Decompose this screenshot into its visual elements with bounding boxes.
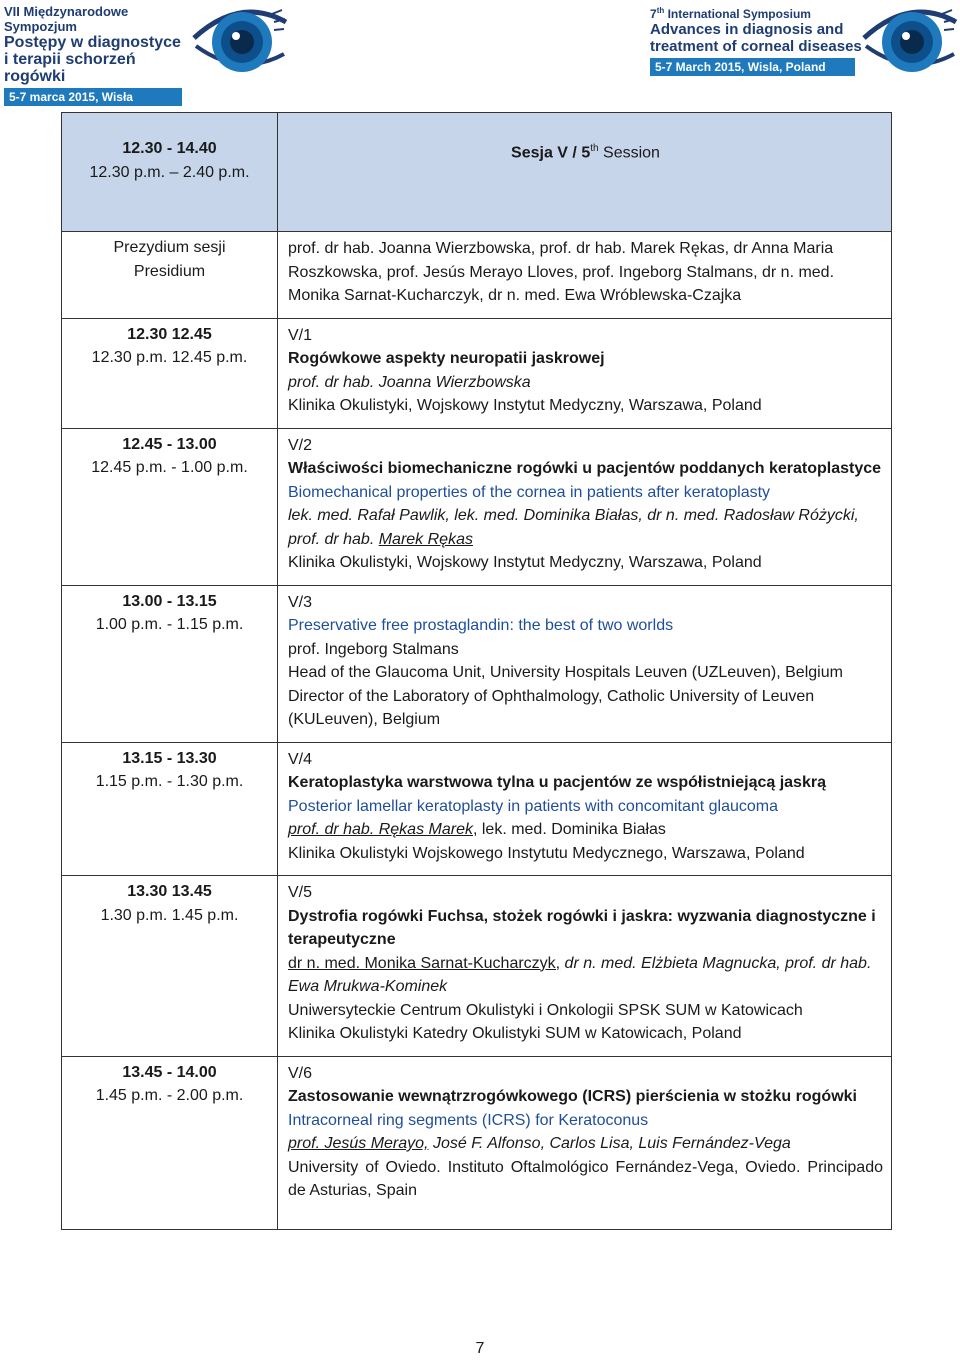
session-header-row	[62, 113, 892, 232]
page-number: 7	[475, 1340, 485, 1357]
talk-code: V/6	[288, 1064, 313, 1082]
presidium-label-pl: Prezydium sesji	[113, 239, 226, 256]
session-time-en: 12.30 p.m. – 2.40 p.m.	[89, 163, 250, 181]
talk-authors: dr n. med. Monika Sarnat-Kucharczyk, dr n. med. Elżbieta Magnucka, prof. dr hab. Ewa Mrukwa-Kominek	[288, 954, 872, 995]
talk-time-pl: 13.30 13.45	[127, 883, 212, 900]
session-time-pl: 12.30 - 14.40	[122, 140, 217, 157]
presidium-label-cell	[62, 232, 278, 319]
talk-code: V/1	[288, 326, 313, 344]
talk-affiliation: Klinika Okulistyki, Wojskowy Instytut Medyczny, Warszawa, Poland	[288, 554, 762, 571]
symposium-logo-pl	[4, 4, 194, 106]
talk-code: V/4	[288, 750, 313, 768]
talk-code: V/2	[288, 436, 313, 454]
session-title-suffix: Session	[603, 144, 660, 162]
talk-time-pl: 13.45 - 14.00	[122, 1063, 217, 1081]
talk-title: Keratoplastyka warstwowa tylna u pacjentów ze współistniejącą jaskrą	[288, 774, 826, 791]
talk-title: Właściwości biomechaniczne rogówki u pacjentów poddanych keratoplastyce	[288, 460, 882, 477]
talk-code: V/5	[288, 884, 313, 901]
presidium-members-cell	[278, 232, 892, 319]
page-header	[0, 0, 960, 104]
symposium-logo-en	[650, 4, 865, 76]
talk-title: Zastosowanie wewnątrzrogówkowego (ICRS) pierścienia w stożku rogówki	[288, 1088, 857, 1105]
logo-en-line1: 7th International Symposium	[650, 6, 811, 21]
logo-en-line2: Advances in diagnosis and	[650, 21, 844, 38]
talk-affiliation: Klinika Okulistyki Wojskowego Instytutu Medycznego, Warszawa, Poland	[288, 844, 805, 862]
talk-content-cell	[278, 318, 892, 428]
talk-authors: prof. Ingeborg Stalmans	[288, 640, 459, 658]
talk-row	[62, 876, 892, 1057]
talk-time-en: 1.45 p.m. - 2.00 p.m.	[95, 1087, 244, 1104]
talk-authors: prof. dr hab. Joanna Wierzbowska	[288, 373, 531, 391]
talk-time-en: 12.45 p.m. - 1.00 p.m.	[91, 459, 248, 476]
logo-en-line3: treatment of corneal diseases	[650, 38, 862, 55]
presidium-label-en: Presidium	[133, 262, 206, 280]
talk-affiliation: Uniwersyteckie Centrum Okulistyki i Onkologii SPSK SUM w Katowicach	[288, 1001, 803, 1019]
presenting-author: prof. dr hab. Rękas Marek	[288, 821, 473, 838]
talk-time-en: 12.30 p.m. 12.45 p.m.	[91, 349, 248, 366]
talk-time-cell	[62, 742, 278, 876]
talk-title-en: Preservative free prostaglandin: the best of two worlds	[288, 617, 674, 634]
eye-logo-icon	[190, 2, 290, 82]
talk-content-cell	[278, 428, 892, 585]
talk-affiliation: University of Oviedo. Instituto Oftalmológico Fernández-Vega, Oviedo. Principado de Asturias, Spain	[288, 1158, 883, 1199]
talk-content-cell	[278, 585, 892, 742]
talk-time-pl: 13.15 - 13.30	[122, 749, 217, 767]
presenting-author: dr n. med. Monika Sarnat-Kucharczyk,	[288, 954, 561, 972]
presidium-row	[62, 232, 892, 319]
logo-en-date-band: 5-7 March 2015, Wisla, Poland	[650, 58, 855, 76]
presenting-author: Marek Rękas	[378, 530, 473, 548]
talk-row	[62, 1056, 892, 1229]
talk-authors: lek. med. Rafał Pawlik, lek. med. Dominika Białas, dr n. med. Radosław Różycki, prof. dr hab. Marek Rękas	[288, 507, 859, 548]
presenting-author: prof. Jesús Merayo,	[288, 1135, 429, 1152]
eye-logo-icon	[860, 2, 960, 82]
talk-time-cell	[62, 876, 278, 1057]
session-programme-table	[61, 112, 892, 1230]
talk-time-pl: 13.00 - 13.15	[122, 592, 217, 610]
talk-title: Dystrofia rogówki Fuchsa, stożek rogówki i jaskra: wyzwania diagnostyczne i terapeutyczne	[288, 907, 876, 948]
logo-pl-line1: VII Międzynarodowe Sympozjum	[4, 4, 129, 34]
session-title-cell	[278, 113, 892, 232]
talk-time-cell	[62, 1056, 278, 1229]
logo-pl-line2: Postępy w diagnostyce	[4, 34, 181, 51]
talk-title: Rogówkowe aspekty neuropatii jaskrowej	[288, 350, 605, 367]
talk-row	[62, 318, 892, 428]
talk-row	[62, 428, 892, 585]
talk-affiliation: Klinika Okulistyki Katedry Okulistyki SUM w Katowicach, Poland	[288, 1025, 742, 1042]
talk-content-cell	[278, 742, 892, 876]
talk-affiliation: Klinika Okulistyki, Wojskowy Instytut Medyczny, Warszawa, Poland	[288, 397, 762, 414]
presidium-members: prof. dr hab. Joanna Wierzbowska, prof. dr hab. Marek Rękas, dr Anna Maria Roszkowska, prof. Jesús Merayo Lloves, prof. Ingeborg Stalmans, dr n. med. Monika Sarnat-Kucharczyk, dr n. med. Ewa Wróblewska-Czajka	[288, 240, 835, 304]
talk-content-cell	[278, 876, 892, 1057]
talk-time-pl: 12.30 12.45	[127, 325, 212, 343]
talk-code: V/3	[288, 593, 313, 611]
session-title-sup: th	[590, 143, 599, 154]
talk-title-en: Biomechanical properties of the cornea in patients after keratoplasty	[288, 483, 771, 501]
logo-pl-date-band: 5-7 marca 2015, Wisła	[4, 88, 182, 106]
talk-affiliation: Head of the Glaucoma Unit, University Hospitals Leuven (UZLeuven), Belgium	[288, 664, 843, 681]
talk-affiliation: Director of the Laboratory of Ophthalmology, Catholic University of Leuven (KULeuven), Belgium	[288, 687, 815, 728]
session-time-cell	[62, 113, 278, 232]
talk-time-en: 1.15 p.m. - 1.30 p.m.	[95, 773, 244, 790]
logo-pl-line3: i terapii schorzeń rogówki	[4, 51, 136, 85]
talk-time-en: 1.30 p.m. 1.45 p.m.	[100, 906, 239, 924]
talk-authors: prof. dr hab. Rękas Marek, lek. med. Dominika Białas	[288, 821, 666, 838]
talk-time-cell	[62, 318, 278, 428]
talk-content-cell	[278, 1056, 892, 1229]
talk-time-en: 1.00 p.m. - 1.15 p.m.	[95, 616, 244, 633]
talk-row	[62, 742, 892, 876]
talk-time-cell	[62, 585, 278, 742]
talk-authors: prof. Jesús Merayo, José F. Alfonso, Carlos Lisa, Luis Fernández-Vega	[288, 1135, 791, 1152]
talk-time-pl: 12.45 - 13.00	[122, 435, 217, 453]
talk-title-en: Intracorneal ring segments (ICRS) for Keratoconus	[288, 1111, 649, 1129]
talk-title-en: Posterior lamellar keratoplasty in patients with concomitant glaucoma	[288, 797, 779, 815]
session-title-prefix: Sesja V / 5	[511, 144, 591, 162]
talk-time-cell	[62, 428, 278, 585]
talk-row	[62, 585, 892, 742]
